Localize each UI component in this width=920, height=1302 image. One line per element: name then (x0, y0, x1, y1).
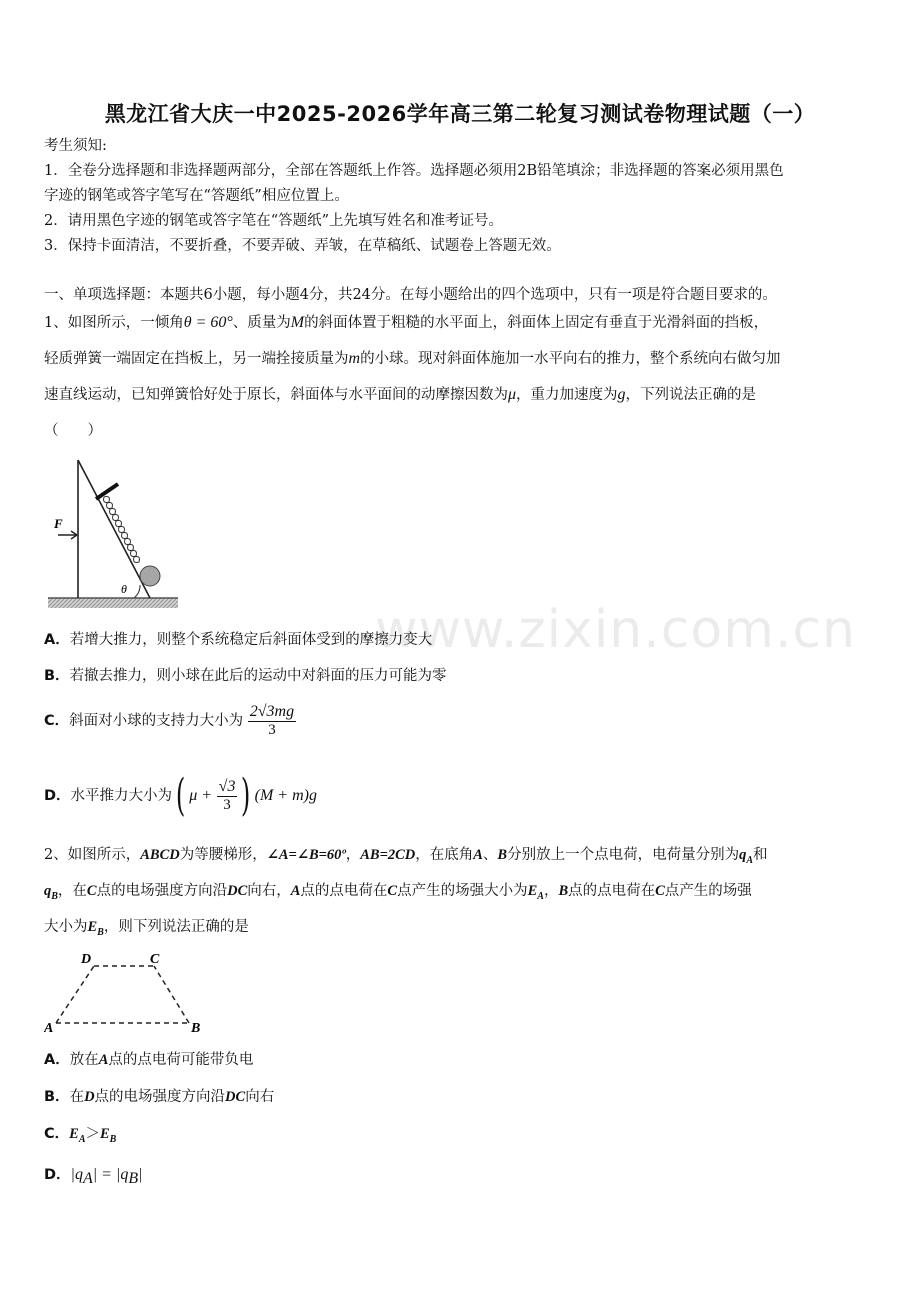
notice-item-1-cont: 字迹的钢笔或答字笔写在“答题纸”相应位置上。 (44, 188, 349, 204)
q1-line-1: 1、如图所示，一倾角θ = 60°、质量为M的斜面体置于粗糙的水平面上，斜面体上固定有垂直于光滑斜面的挡板， (44, 314, 769, 331)
q1-option-d[interactable]: D．水平推力大小为( μ + $\frac{√3}{3}$ ) (M + m)g (44, 770, 317, 821)
notice-heading: 考生须知: (44, 138, 107, 154)
notice-item-3: 3．保持卡面清洁，不要折叠，不要弄破、弄皱，在草稿纸、试题卷上答题无效。 (44, 238, 561, 254)
q2-line-2: $q_B$，在C点的电场强度方向沿DC向右，A点的点电荷在C点产生的场强大小为$E_A$，B点的点电荷在C点产生的场强 (44, 883, 752, 902)
edge-BC (154, 966, 189, 1023)
label-A: A (44, 1021, 54, 1036)
page-title: 黑龙江省大庆一中2025-2026学年高三第二轮复习测试卷物理试题（一） (104, 102, 816, 126)
ground (48, 598, 178, 608)
label-B: B (191, 1021, 201, 1036)
q1-option-b[interactable]: B．若撤去推力，则小球在此后的运动中对斜面的压力可能为零 (44, 668, 447, 684)
q2-option-d[interactable]: D．$|q_A| = |q_B|$ (44, 1166, 143, 1187)
q1-option-a[interactable]: A．若增大推力，则整个系统稳定后斜面体受到的摩擦力变大 (44, 632, 433, 648)
notice-item-2: 2．请用黑色字迹的钢笔或答字笔在“答题纸”上先填写姓名和准考证号。 (44, 213, 504, 229)
q2-option-b[interactable]: B．在D点的电场强度方向沿DC向右 (44, 1089, 275, 1105)
spring (104, 497, 140, 563)
label-D: D (81, 952, 92, 967)
label-F: F (54, 516, 63, 531)
q1-figure (44, 455, 184, 615)
q1-option-c[interactable]: C．斜面对小球的支持力大小为 $\frac{2√3mg}{3}$ (44, 703, 295, 738)
q2-line-1: 2、如图所示，ABCD为等腰梯形，∠A=∠B=60º，AB=2CD，在底角A、B分别放上一个点电荷，电荷量分别为$q_A$和 (44, 847, 768, 866)
label-C: C (150, 952, 160, 967)
q1-option-d-fraction: $\frac{√3}{3}$ (218, 778, 236, 813)
wedge-incline (78, 460, 150, 598)
section-heading: 一、单项选择题：本题共6小题，每小题4分，共24分。在每小题给出的四个选项中，只有一项是符合题目要求的。 (44, 287, 777, 303)
q1-line-3: 速直线运动，已知弹簧恰好处于原长，斜面体与水平面间的动摩擦因数为μ，重力加速度为g，下列说法正确的是 (44, 386, 757, 403)
watermark: www.zixin.com.cn (375, 600, 856, 660)
label-theta: θ (121, 582, 127, 596)
q1-answer-paren: （ ） (44, 423, 102, 439)
q2-option-a[interactable]: A．放在A点的点电荷可能带负电 (44, 1052, 254, 1068)
q1-line-2: 轻质弹簧一端固定在挡板上，另一端拴接质量为m的小球。现对斜面体施加一水平向右的推力，整个系统向右做匀加 (44, 350, 781, 367)
q1-option-c-fraction: $\frac{2√3mg}{3}$ (249, 703, 295, 738)
notice-item-1: 1．全卷分选择题和非选择题两部分，全部在答题纸上作答。选择题必须用2B铅笔填涂；非选择题的答案必须用黑色 (44, 163, 784, 179)
edge-AD (56, 966, 94, 1023)
q2-line-3: 大小为$E_B$，则下列说法正确的是 (44, 919, 249, 938)
q2-option-c[interactable]: C．$E_A>E_B$ (44, 1126, 117, 1145)
ball (140, 566, 160, 586)
q2-figure (44, 948, 214, 1038)
